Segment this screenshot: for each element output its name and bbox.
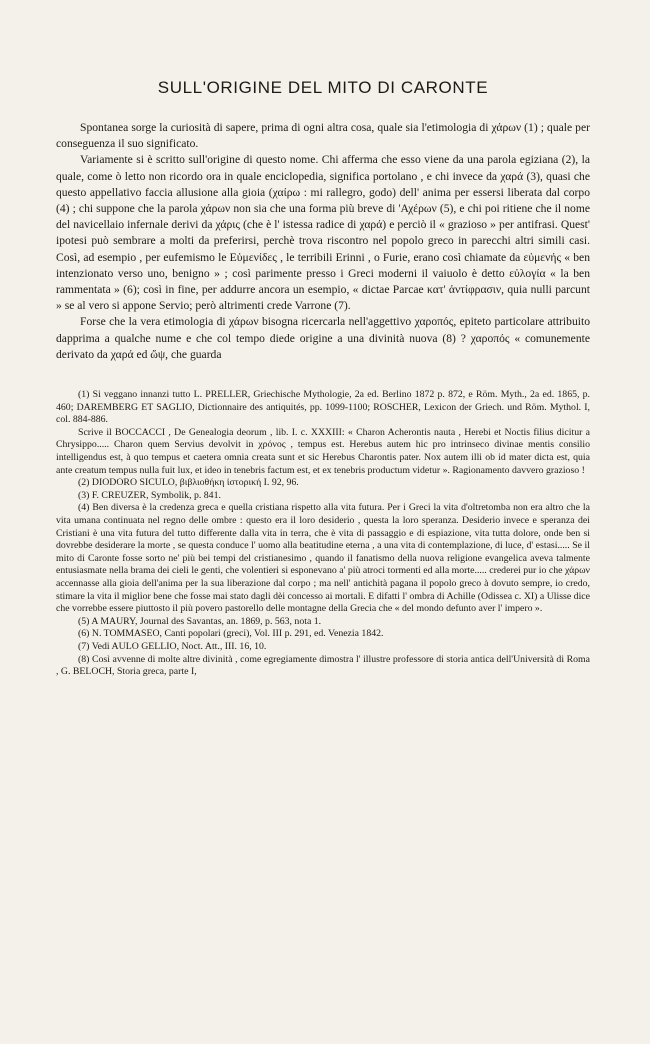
footnotes <box>56 389 590 679</box>
footnote: (2) DIODORO SICULO, βιβλιοθήκη ἱστορική I. 92, 96. <box>78 477 299 489</box>
footnote: (4) Ben diversa è la credenza greca e quella cristiana rispetto alla vita futura. Per i Greci la vita d'oltretomba non era altro che la vita umana continuata nel regno delle ombre : questo era il loro desiderio , questa la loro speranza. Desiderio invece e speranza dei Cristiani è una vita futura del tutto differente dalla vita in terra, che è vita di passaggio e di espiazione, vita tutta dolore, onde ben si dovrebbe desiderare la morte , se questa conduce l' uomo alla beatitudine eterna , a una vita di contemplazione, di luce, d' estasi..... Se il mito di Caronte fosse sorto ne' più bei tempi del cristianesimo , quando il fanatismo della nuova religione evangelica aveva talmente entusiasmate nella brama dei cieli le genti, che volentieri si esponevano a' più atroci tormenti ed alla morte..... crederei pur io che χάρων accennasse alla gioia dell'anima per la sua liberazione dal corpo ; ma nell' antichità pagana il popolo greco à dovuto sempre, io credo, stimare la vita il miglior bene che fosse mai stato dagli dèi concesso ai mortali. E difatti l' ombra di Achille (Odissea c. XI) a Ulisse dice che vorrebbe essere piuttosto il più povero pastorello delle montagne della Grecia che « del mondo defunto aver l' impero ». <box>56 502 590 615</box>
paragraph: Spontanea sorge la curiosità di sapere, prima di ogni altra cosa, quale sia l'etimologia di χάρων (1) ; quale per conseguenza il suo significato. <box>56 121 590 151</box>
separator <box>56 363 590 389</box>
main-text <box>56 120 590 363</box>
footnote: (1) Si veggano innanzi tutto L. PRELLER, Griechische Mythologie, 2a ed. Berlino 1872 p. 872, e Röm. Myth., 2a ed. 1865, p. 460; DAREMBERG ET SAGLIO, Dictionnaire des antiquités, pp. 1099-1100; ROSCHER, Lexicon der Griech. und Röm. Mythol. I, col. 884-886. <box>56 389 590 426</box>
footnote: Scrive il BOCCACCI , De Genealogia deorum , lib. I. c. XXXIII: « Charon Acherontis nauta , Herebi et Noctis filius dicitur a Chrysippo..... Charon quem Servius devolvit in χρόνος , tempus est. Herebus autem hic pro intrinseco divinae mentis consilio intelligendus est, à quo tempus et caetera omnia creata sunt et sic Herebus Charontis pater. Nox autem illi ob id mater dicta est, quia ante creatum tempus nulla fuit lux, et ideo in tenebris factum est, et ex tenebris productum videtur ». Ragionamento davvero grazioso ! <box>56 426 590 476</box>
footnote: (6) N. TOMMASEO, Canti popolari (greci), Vol. III p. 291, ed. Venezia 1842. <box>78 628 384 640</box>
footnote: (8) Così avvenne di molte altre divinità , come egregiamente dimostra l' illustre professore di storia antica dell'Università di Roma , G. BELOCH, Storia greca, parte I, <box>56 653 590 678</box>
footnote: (3) F. CREUZER, Symbolik, p. 841. <box>78 489 221 501</box>
paragraph: Variamente si è scritto sull'origine di questo nome. Chi afferma che esso viene da una parola egiziana (2), la quale, come ò letto non ricordo ora in quale enciclopedia, significa portolano , e chi invece da χαρά (3), quasi che questo appellativo faccia allusione alla gioia (χαίρω : mi rallegro, godo) dell' anima per essersi liberata dal corpo (4) ; chi suppone che la parola χάρων non sia che una forma più breve di 'Αχέρων (5), e chi poi ritiene che il nome del navicellaio infernale derivi da χάρις (che è l' istessa radice di χαρά) e perciò il « grazioso » per antifrasi. Quest' ipotesi può sembrare a molti da preferirsi, perchè trova riscontro nel popolo greco in parecchi altri simili casi. Così, ad esempio , per eufemismo le Εὐμενίδες , le terribili Erinni , o Furie, erano così chiamate da εὐμενής « ben intenzionato verso uno, benigno » ; così parimente presso i Greci moderni il vaiuolo è detto εὐλογία « la ben rammentata » (6); così in fine, per addurre ancora un esempio, « dictae Parcae κατ' ἀντίφρασιν, quia nulli parcunt » se al vero si appone Servio; però altrimenti crede Varrone (7). <box>56 153 590 313</box>
article-title: SULL'ORIGINE DEL MITO DI CARONTE <box>157 78 489 97</box>
footnote: (7) Vedi AULO GELLIO, Noct. Att., III. 16, 10. <box>78 640 267 652</box>
footnote: (5) A MAURY, Journal des Savantas, an. 1869, p. 563, nota 1. <box>78 615 322 627</box>
paragraph: Forse che la vera etimologia di χάρων bisogna ricercarla nell'aggettivo χαροπός, epiteto particolare attribuito dapprima a qualche nume e che col tempo diede origine a una divinità nuova (8) ? χαροπός « comunemente derivato da χαρά ed ὤψ, che guarda <box>56 315 590 361</box>
